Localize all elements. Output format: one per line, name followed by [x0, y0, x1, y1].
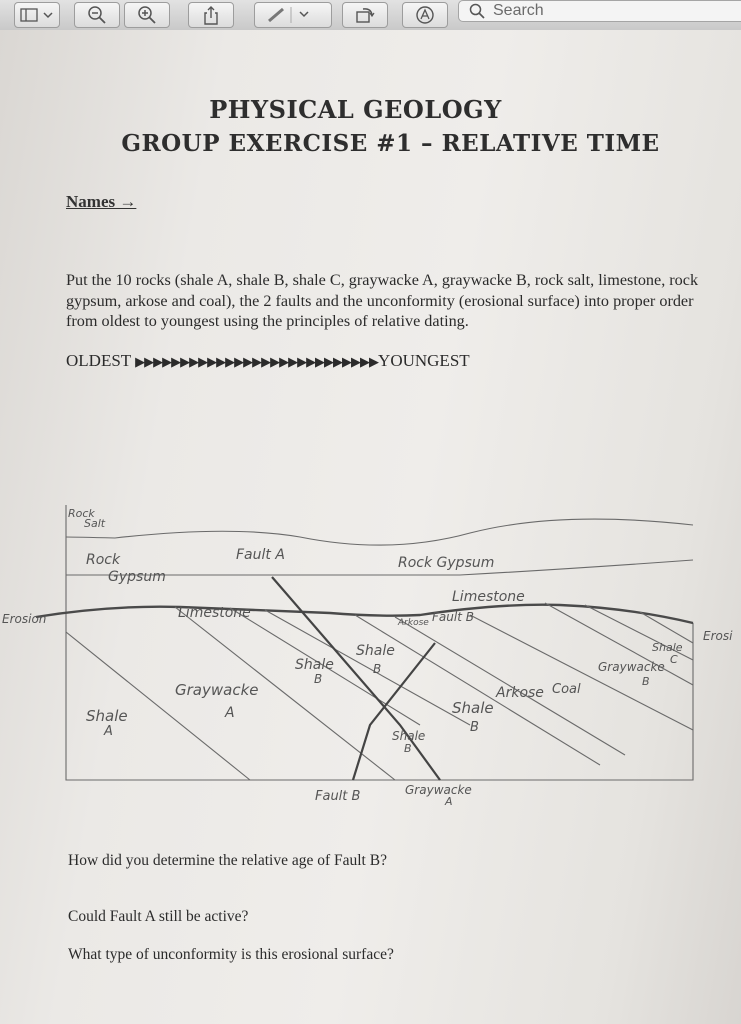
label-shale-b: Shale: [295, 657, 334, 673]
rock-salt-bed: [66, 537, 115, 538]
oldest-youngest-scale: [66, 351, 470, 371]
markup-icon: [415, 5, 435, 25]
document-subtitle: GROUP EXERCISE #1 – RELATIVE TIME: [121, 130, 660, 157]
fault-b-line: [353, 643, 435, 780]
label-rock-gypsum: Rock: [86, 552, 121, 568]
zoom-in-icon: [137, 5, 157, 25]
label-shale-b: B: [314, 672, 323, 686]
question-fault-b: How did you determine the relative age of Fault B?: [68, 852, 387, 869]
search-icon: [469, 3, 485, 19]
label-arkose: Arkose: [398, 618, 429, 628]
share-button[interactable]: [188, 2, 234, 28]
rotate-icon: [355, 6, 375, 24]
question-unconformity: What type of unconformity is this erosional surface?: [68, 946, 394, 963]
label-fault-b: Fault B: [432, 610, 474, 624]
toolbar: [0, 0, 741, 31]
label-shale-b: Shale: [452, 699, 494, 717]
search-input[interactable]: [491, 1, 695, 21]
document-title: PHYSICAL GEOLOGY: [209, 95, 502, 124]
zoom-out-icon: [87, 5, 107, 25]
oldest-label: OLDEST: [66, 351, 131, 370]
label-rock-salt: Rock: [68, 507, 95, 520]
label-graywacke-a: Graywacke: [175, 681, 259, 699]
zoom-out-button[interactable]: [74, 2, 120, 28]
label-shale-b: Shale: [392, 729, 426, 743]
pen-icon: [263, 6, 323, 24]
label-graywacke-a: A: [225, 705, 235, 721]
zoom-in-button[interactable]: [124, 2, 170, 28]
label-graywacke-b: B: [642, 675, 650, 688]
label-shale-c: C: [670, 653, 678, 666]
instructions-text: Put the 10 rocks (shale A, shale B, shale C, graywacke A, graywacke B, rock salt, limestone, rock gypsum, arkose and coal), the 2 faults and the unconformity (erosional surface) into proper order from oldest to youngest using the principles of relative dating.: [66, 271, 699, 330]
label-erosion: Erosion: [2, 612, 47, 626]
label-shale-b: B: [404, 742, 412, 755]
markup-pen-button[interactable]: [254, 2, 332, 28]
label-graywacke-b: Graywacke: [598, 660, 665, 674]
label-graywacke-a: A: [445, 795, 453, 805]
label-limestone-right: Limestone: [452, 589, 525, 605]
label-graywacke-a: Graywacke: [405, 783, 472, 797]
label-rock-salt: Salt: [84, 517, 106, 530]
rotate-button[interactable]: [342, 2, 388, 28]
label-rock-gypsum: Gypsum: [108, 569, 166, 585]
label-shale-a: A: [104, 724, 113, 739]
top-surface: [115, 519, 693, 545]
label-arkose: Arkose: [496, 685, 544, 701]
label-fault-b: Fault B: [315, 789, 361, 804]
label-shale-c: Shale: [652, 641, 683, 654]
label-erosion: Erosi: [703, 629, 733, 643]
sidebar-toggle-button[interactable]: [14, 2, 60, 28]
label-fault-a: Fault A: [236, 547, 285, 563]
markup-toolbar-button[interactable]: [402, 2, 448, 28]
bed-contact: [66, 632, 250, 780]
label-shale-a: Shale: [86, 707, 128, 725]
chevron-down-icon: [44, 13, 52, 17]
cross-section-diagram: [0, 465, 741, 805]
label-shale-b: B: [470, 720, 479, 735]
document-page: [0, 30, 741, 1024]
label-shale-b: B: [373, 662, 382, 676]
youngest-label: YOUNGEST: [378, 351, 470, 370]
question-fault-a: Could Fault A still be active?: [68, 908, 249, 925]
share-icon: [203, 5, 219, 25]
arrow-row: ▶▶▶▶▶▶▶▶▶▶▶▶▶▶▶▶▶▶▶▶▶▶▶▶▶▶▶: [135, 355, 379, 370]
label-shale-b: Shale: [356, 643, 395, 659]
label-rock-gypsum-right: Rock Gypsum: [398, 555, 495, 571]
chevron-down-icon: [300, 12, 308, 16]
label-coal: Coal: [552, 682, 581, 697]
sidebar-icon: [20, 8, 54, 22]
search-field[interactable]: [458, 0, 741, 22]
label-limestone: Limestone: [178, 605, 251, 621]
names-label: Names →: [66, 192, 137, 211]
